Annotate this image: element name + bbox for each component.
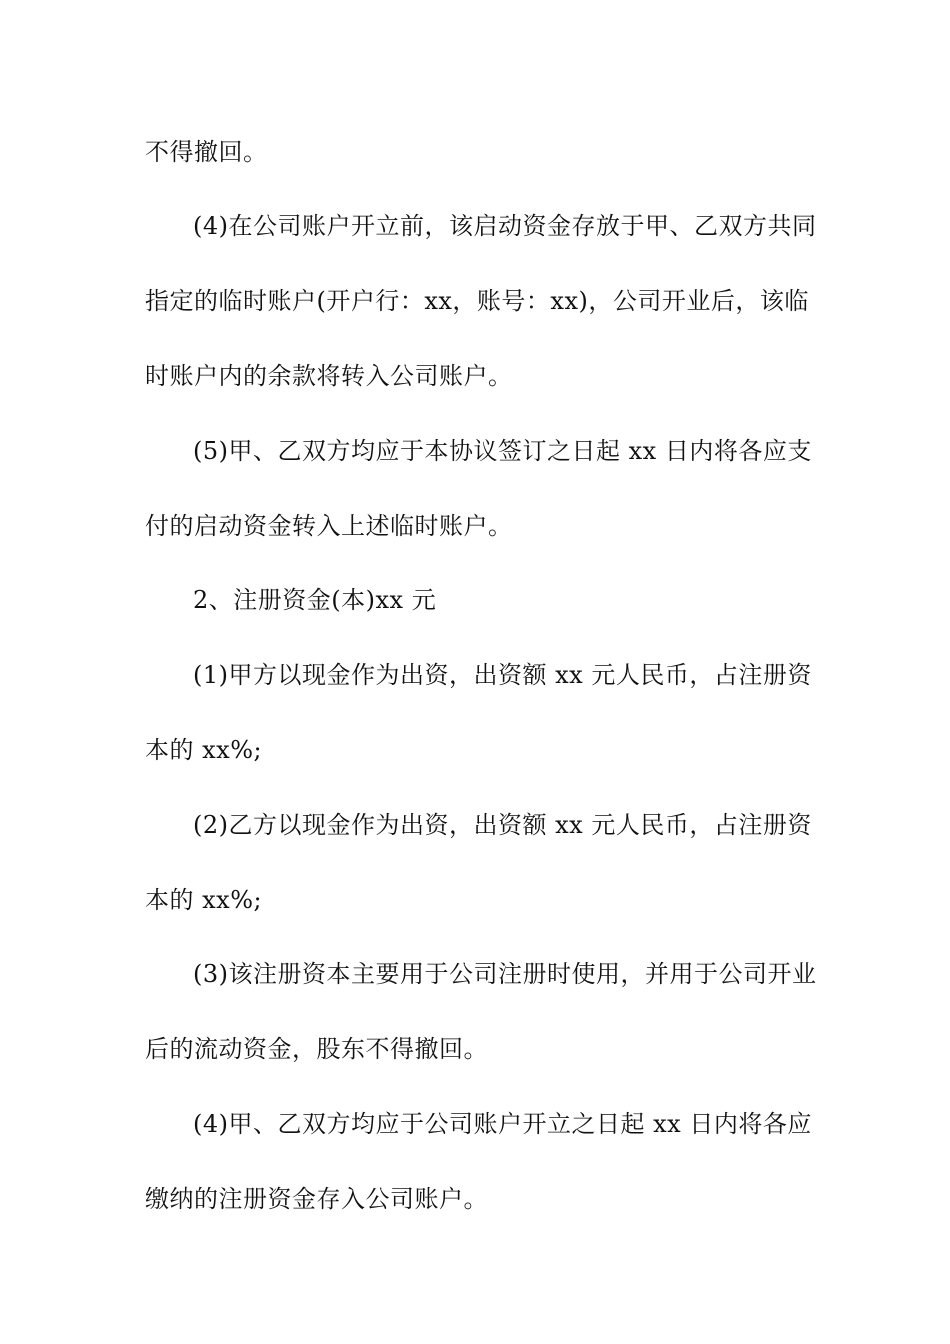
text-line: 付的启动资金转入上述临时账户。: [145, 512, 513, 540]
text-line: (4)在公司账户开立前，该启动资金存放于甲、乙双方共同: [193, 212, 817, 240]
section-heading: 2、注册资金(本)xx 元: [193, 586, 437, 614]
text-line: (1)甲方以现金作为出资，出资额 xx 元人民币，占注册资: [193, 661, 812, 689]
text-line: 指定的临时账户(开户行：xx，账号：xx)，公司开业后，该临: [145, 287, 809, 315]
text-line: 本的 xx%;: [145, 886, 263, 914]
text-line: 后的流动资金，股东不得撤回。: [145, 1035, 488, 1063]
text-line: 缴纳的注册资金存入公司账户。: [145, 1185, 488, 1213]
text-line: 本的 xx%;: [145, 736, 263, 764]
text-line: (3)该注册资本主要用于公司注册时使用，并用于公司开业: [193, 960, 817, 988]
text-line: (4)甲、乙双方均应于公司账户开立之日起 xx 日内将各应: [193, 1110, 812, 1138]
text-line: 不得撤回。: [145, 138, 268, 166]
text-line: (5)甲、乙双方均应于本协议签订之日起 xx 日内将各应支: [193, 437, 812, 465]
text-line: 时账户内的余款将转入公司账户。: [145, 362, 513, 390]
text-line: (2)乙方以现金作为出资，出资额 xx 元人民币，占注册资: [193, 811, 812, 839]
